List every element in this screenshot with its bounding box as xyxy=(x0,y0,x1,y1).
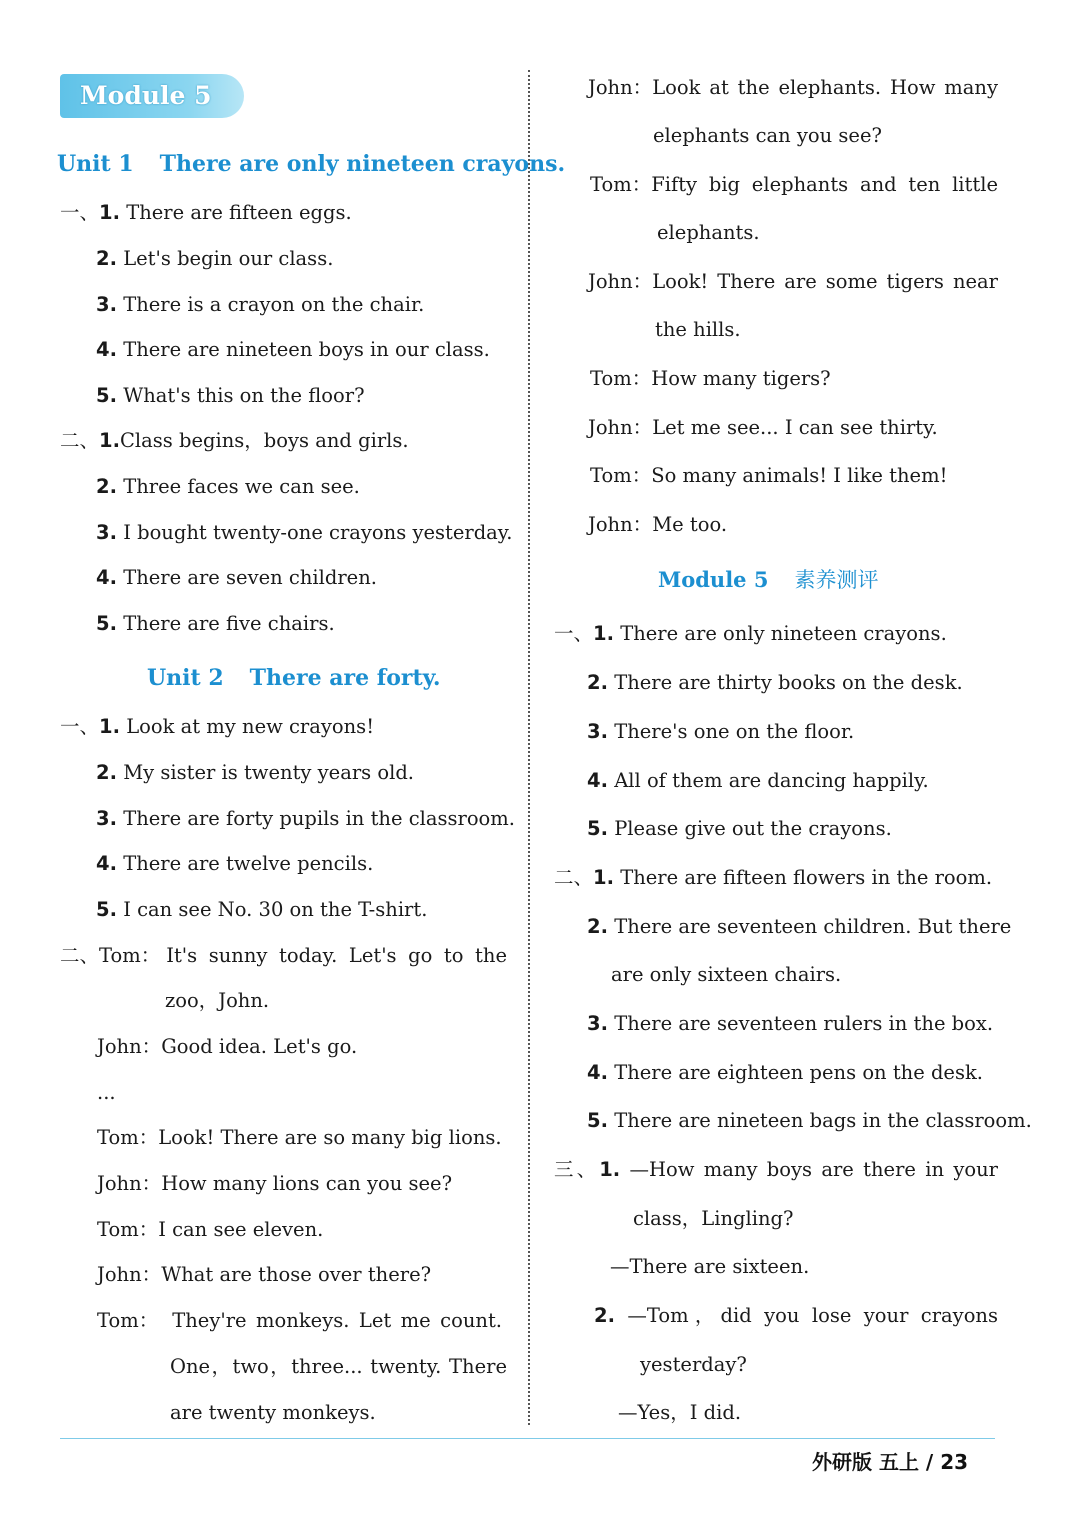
r-s2-item-3 xyxy=(587,1011,993,1037)
answer-text: class，Lingling? xyxy=(633,1207,794,1230)
dialog-text: They're monkeys. Let me count. xyxy=(172,1309,502,1332)
answer-text: Let's begin our class. xyxy=(123,247,334,270)
dialog-line xyxy=(170,1354,507,1380)
r-s3-item-1 xyxy=(554,1157,998,1183)
dialog-text: Me too. xyxy=(652,513,728,536)
speaker: John： xyxy=(97,1172,162,1195)
dialog-text: Fifty big elephants and ten little xyxy=(651,173,998,196)
dialog-text: elephants. xyxy=(657,221,760,244)
r-s2-item-2-cont xyxy=(611,962,841,988)
speaker: John： xyxy=(588,270,653,293)
item-number: 3. xyxy=(587,1012,608,1035)
section-marker: 二、 xyxy=(554,866,594,889)
answer-text: What's this on the floor? xyxy=(123,384,365,407)
r-s1-item-2 xyxy=(587,670,963,696)
answer-text: —There are sixteen. xyxy=(610,1255,810,1278)
dialog-line xyxy=(97,1262,431,1288)
u1-s2-item-1 xyxy=(60,428,409,454)
answer-text: All of them are dancing happily. xyxy=(614,769,929,792)
item-number: 4. xyxy=(96,338,117,361)
dialog-line xyxy=(97,1171,452,1197)
item-number: 4. xyxy=(587,769,608,792)
dialog-line xyxy=(97,1217,323,1243)
answer-text: There are eighteen pens on the desk. xyxy=(614,1061,983,1084)
r-s3-item-2 xyxy=(594,1303,998,1329)
review-heading xyxy=(658,566,878,594)
dialog-line xyxy=(60,943,507,969)
answer-text: There are fifteen eggs. xyxy=(126,201,352,224)
u1-s1-item-3 xyxy=(96,292,424,318)
dialog-line xyxy=(590,366,831,392)
r-s1-item-1 xyxy=(554,621,947,647)
section-marker: 二、 xyxy=(60,429,100,452)
answer-text: There are twelve pencils. xyxy=(123,852,374,875)
speaker: John： xyxy=(588,513,653,536)
unit2-label: Unit 2 xyxy=(147,665,224,691)
review-title: 素养测评 xyxy=(794,568,879,592)
speaker: John： xyxy=(97,1035,162,1058)
dialog-text: elephants can you see? xyxy=(653,124,882,147)
speaker: Tom： xyxy=(590,367,652,390)
unit2-heading xyxy=(147,664,441,692)
answer-text: are only sixteen chairs. xyxy=(611,963,842,986)
item-number: 3. xyxy=(96,521,117,544)
column-divider xyxy=(528,70,530,1425)
footer-rule xyxy=(60,1438,995,1439)
item-number: 5. xyxy=(587,817,608,840)
unit2-title: There are forty. xyxy=(249,665,441,691)
u1-s1-item-5 xyxy=(96,383,365,409)
item-number: 3. xyxy=(96,807,117,830)
answer-text: yesterday? xyxy=(640,1353,747,1376)
r-s2-item-5 xyxy=(587,1108,1032,1134)
dialog-line xyxy=(97,1125,502,1151)
unit1-heading xyxy=(57,150,565,178)
dialog-line xyxy=(590,172,998,198)
item-number: 2. xyxy=(594,1304,615,1327)
answer-text: Look at my new crayons! xyxy=(126,715,375,738)
item-number: 5. xyxy=(96,898,117,921)
u1-s1-item-1 xyxy=(60,200,352,226)
answer-text: —Tom，did you lose your crayons xyxy=(627,1304,998,1327)
section-marker: 一、 xyxy=(60,201,100,224)
dialog-text: Look at the elephants. How many xyxy=(652,76,998,99)
dialog-text: So many animals! I like them! xyxy=(651,464,948,487)
dialog-line xyxy=(653,123,882,149)
answer-text: My sister is twenty years old. xyxy=(123,761,415,784)
dialog-text: ... xyxy=(97,1081,116,1104)
item-number: 5. xyxy=(96,612,117,635)
section-marker: 三、 xyxy=(554,1158,600,1181)
answer-text: Please give out the crayons. xyxy=(614,817,892,840)
dialog-text: It's sunny today. Let's go to the xyxy=(166,944,507,967)
dialog-text: Look! There are so many big lions. xyxy=(158,1126,502,1149)
u1-s2-item-3 xyxy=(96,520,512,546)
dialog-line xyxy=(588,512,727,538)
item-number: 1. xyxy=(593,622,614,645)
speaker: Tom： xyxy=(590,173,652,196)
r-s1-item-5 xyxy=(587,816,892,842)
dialog-line xyxy=(655,317,741,343)
speaker: John： xyxy=(588,416,653,439)
answer-text: There are thirty books on the desk. xyxy=(614,671,963,694)
r-s2-item-4 xyxy=(587,1060,983,1086)
dialog-line xyxy=(97,1034,357,1060)
item-number: 1. xyxy=(99,429,120,452)
r-s2-item-1 xyxy=(554,865,992,891)
speaker: John： xyxy=(97,1263,162,1286)
answer-text: —Yes，I did. xyxy=(618,1401,742,1424)
answer-text: There's one on the floor. xyxy=(614,720,855,743)
item-number: 4. xyxy=(587,1061,608,1084)
answer-text: Three faces we can see. xyxy=(123,475,360,498)
answer-text: There are seventeen rulers in the box. xyxy=(614,1012,994,1035)
speaker: John： xyxy=(588,76,653,99)
u2-s1-item-3 xyxy=(96,806,515,832)
item-number: 2. xyxy=(96,761,117,784)
answer-text: I can see No. 30 on the T-shirt. xyxy=(123,898,428,921)
dialog-line xyxy=(588,269,998,295)
dialog-text: One，two，three... twenty. There xyxy=(170,1355,507,1378)
u1-s2-item-2 xyxy=(96,474,360,500)
dialog-text: How many tigers? xyxy=(651,367,831,390)
dialog-text: Good idea. Let's go. xyxy=(161,1035,358,1058)
dialog-line xyxy=(97,1308,502,1334)
u1-s2-item-4 xyxy=(96,565,377,591)
answer-text: There is a crayon on the chair. xyxy=(123,293,425,316)
item-number: 4. xyxy=(96,852,117,875)
u1-s1-item-2 xyxy=(96,246,333,272)
item-number: 2. xyxy=(587,671,608,694)
u2-s1-item-1 xyxy=(60,714,374,740)
item-number: 3. xyxy=(587,720,608,743)
unit1-label: Unit 1 xyxy=(57,151,134,177)
r-s1-item-4 xyxy=(587,768,929,794)
u1-s1-item-4 xyxy=(96,337,490,363)
dialog-text: How many lions can you see? xyxy=(161,1172,453,1195)
review-module-label: Module 5 xyxy=(658,567,769,592)
dialog-text: What are those over there? xyxy=(161,1263,432,1286)
speaker: Tom： xyxy=(97,1126,159,1149)
item-number: 5. xyxy=(96,384,117,407)
answer-text: There are fifteen flowers in the room. xyxy=(620,866,993,889)
item-number: 2. xyxy=(587,915,608,938)
dialog-text: zoo，John. xyxy=(165,989,270,1012)
item-number: 1. xyxy=(99,201,120,224)
r-s1-item-3 xyxy=(587,719,854,745)
answer-text: —How many boys are there in your xyxy=(629,1158,998,1181)
speaker: Tom： xyxy=(99,944,161,967)
item-number: 3. xyxy=(96,293,117,316)
unit1-title: There are only nineteen crayons. xyxy=(159,151,566,177)
r-s3-item-2-reply xyxy=(618,1400,741,1426)
page-footer: 外研版 五上 / 23 xyxy=(812,1450,969,1474)
section-marker: 一、 xyxy=(60,715,100,738)
module-badge: Module 5 xyxy=(60,74,244,118)
answer-text: There are five chairs. xyxy=(123,612,335,635)
section-marker: 一、 xyxy=(554,622,594,645)
dialog-text: Look! There are some tigers near xyxy=(652,270,998,293)
speaker: Tom： xyxy=(97,1218,159,1241)
u1-s2-item-5 xyxy=(96,611,335,637)
speaker: Tom： xyxy=(97,1309,159,1332)
item-number: 2. xyxy=(96,475,117,498)
answer-text: There are only nineteen crayons. xyxy=(620,622,947,645)
answer-text: There are seventeen children. But there xyxy=(614,915,1012,938)
dialog-line xyxy=(588,75,998,101)
item-number: 5. xyxy=(587,1109,608,1132)
item-number: 1. xyxy=(99,715,120,738)
dialog-text: I can see eleven. xyxy=(158,1218,324,1241)
dialog-line xyxy=(165,988,269,1014)
r-s2-item-2 xyxy=(587,914,1012,940)
section-marker: 二、 xyxy=(60,944,100,967)
r-s3-item-1-reply xyxy=(610,1254,809,1280)
item-number: 1. xyxy=(599,1158,621,1181)
r-s3-item-1-cont xyxy=(633,1206,794,1232)
dialog-text: are twenty monkeys. xyxy=(170,1401,376,1424)
answer-text: There are nineteen bags in the classroom. xyxy=(614,1109,1032,1132)
dialog-line xyxy=(588,415,938,441)
dialog-line xyxy=(97,1080,116,1106)
u2-s1-item-4 xyxy=(96,851,373,877)
u2-s1-item-5 xyxy=(96,897,427,923)
speaker: Tom： xyxy=(590,464,652,487)
answer-text: There are forty pupils in the classroom. xyxy=(123,807,515,830)
answer-text: I bought twenty-one crayons yesterday. xyxy=(123,521,513,544)
item-number: 2. xyxy=(96,247,117,270)
dialog-line xyxy=(170,1400,376,1426)
answer-text: There are nineteen boys in our class. xyxy=(123,338,490,361)
dialog-line xyxy=(590,463,947,489)
dialog-line xyxy=(657,220,760,246)
item-number: 4. xyxy=(96,566,117,589)
r-s3-item-2-cont xyxy=(640,1352,747,1378)
u2-s1-item-2 xyxy=(96,760,414,786)
answer-text: Class begins，boys and girls. xyxy=(120,429,409,452)
dialog-text: the hills. xyxy=(655,318,741,341)
dialog-text: Let me see... I can see thirty. xyxy=(652,416,938,439)
item-number: 1. xyxy=(593,866,614,889)
answer-text: There are seven children. xyxy=(123,566,377,589)
